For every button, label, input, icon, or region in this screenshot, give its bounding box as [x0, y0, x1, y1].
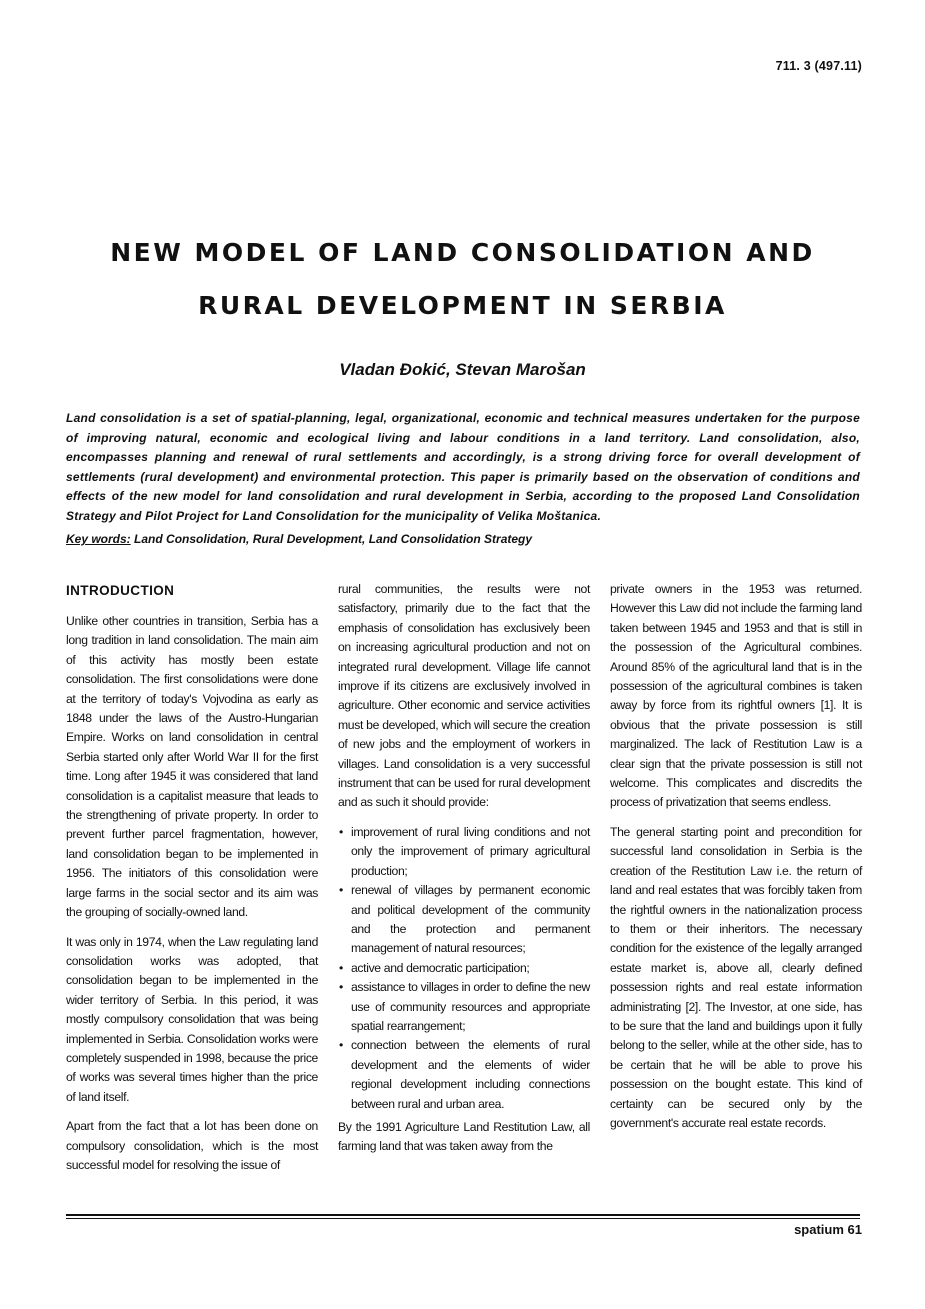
title-line-2: RURAL DEVELOPMENT IN SERBIA: [198, 291, 727, 320]
paragraph: Unlike other countries in transition, Serbia has a long tradition in land consolidation. The main aim of this activity has mostly been estate consolidation. The first consolidations were done at the territory of today's Vojvodina as early as 1848 under the laws of the Austro-Hungarian Empire. Works on land consolidation in central Serbia started only after World War II for the first time. Long after 1945 it was considered that land consolidation is a capitalist measure that leads to the strengthening of private property. In order to prevent further parcel fragmentation, however, land consolidation began to be implemented in 1956. The initiators of this consolidation were large farms in the social sector and its aim was the grouping of socially-owned land.: [66, 614, 318, 920]
footer-rule-thin: [66, 1218, 860, 1219]
list-item: • active and democratic participation;: [338, 959, 590, 978]
bullet-list: [338, 823, 590, 1114]
udc-code: 711. 3 (497.11): [775, 59, 862, 73]
paragraph: rural communities, the results were not satisfactory, primarily due to the fact that the emphasis of consolidation has exclusively been on increasing agricultural production and not on integrated rural development. Village life cannot improve if its citizens are exclusively involved in agriculture. Other economic and service activities must be developed, which will secure the creation of new jobs and the employment of workers in villages. Land consolidation is a very successful instrument that can be used for rural development and as such it should provide:: [338, 582, 590, 810]
section-heading-introduction: INTRODUCTION: [66, 583, 175, 598]
abstract: Land consolidation is a set of spatial-planning, legal, organizational, economic and technical measures undertaken for the purpose of improving natural, economic and ecological living and labour conditions in a land territory. Land consolidation, also, encompasses planning and renewal of rural settlements and accordingly, is a strong driving force for overall development of settlements (rural development) and environmental protection. This paper is primarily based on the observation of conditions and effects of the new model for land consolidation and rural development in Serbia, according to the proposed Land Consolidation Strategy and Pilot Project for Land Consolidation for the municipality of Velika Moštanica.: [66, 411, 860, 523]
list-item: • connection between the elements of rural development and the elements of wider regional development including connections between rural and urban area.: [338, 1036, 590, 1114]
column-1: [66, 580, 318, 1185]
paragraph: By the 1991 Agriculture Land Restitution Law, all farming land that was taken away from the: [338, 1119, 590, 1154]
keywords-label: Key words:: [66, 532, 131, 546]
paragraph: Apart from the fact that a lot has been done on compulsory consolidation, which is the most successful model for resolving the issue of: [66, 1119, 318, 1172]
column-3: [610, 580, 862, 1143]
footer-rule-thick: [66, 1214, 860, 1216]
paper-title: [0, 226, 925, 332]
list-item: • improvement of rural living conditions and not only the improvement of primary agricultural production;: [338, 823, 590, 881]
journal-page-number: spatium 61: [794, 1222, 862, 1237]
keywords: [66, 532, 860, 546]
list-item: • assistance to villages in order to define the new use of community resources and appropriate spatial rearrangement;: [338, 978, 590, 1036]
keywords-text: Land Consolidation, Rural Development, Land Consolidation Strategy: [134, 532, 533, 546]
authors: Vladan Đokić, Stevan Marošan: [339, 360, 586, 379]
paragraph: It was only in 1974, when the Law regulating land consolidation works was adopted, that consolidation began to be implemented in the wider territory of Serbia. In this period, it was mostly compulsory consolidation that was being implemented in Serbia. Consolidation works were completely suspended in 1998, because the price of works was several times higher than the price of land itself.: [66, 934, 318, 1104]
list-item: • renewal of villages by permanent economic and political development of the community and the protection and permanent management of natural resources;: [338, 881, 590, 959]
title-line-1: NEW MODEL OF LAND CONSOLIDATION AND: [110, 238, 815, 267]
paragraph: The general starting point and precondition for successful land consolidation in Serbia is the creation of the Restitution Law i.e. the return of land and real estates that was forcibly taken from the rightful owners in the nationalization process to them or their inheritors. The necessary condition for the existence of the legally arranged estate market is, above all, clearly defined possession rights and real estate information administrating [2]. The Investor, at one side, has to be sure that the land and buildings upon it fully belong to the seller, while at the other side, has to be certain that he will be able to prove his possession on the bought estate. This kind of certainty can be secured only by the government's accurate real estate records.: [610, 824, 862, 1130]
paragraph: private owners in the 1953 was returned. However this Law did not include the farming land taken between 1945 and 1953 and that is still in the possession of the Agricultural combines. Around 85% of the agricultural land that is in the possession of the agricultural combines is taken away by force from its rightful owners [1]. It is obvious that the private possession is still marginalized. The lack of Restitution Law is a clear sign that the private possession is still not welcome. This complicates and discredits the process of privatization that seems endless.: [610, 582, 862, 810]
column-2: [338, 580, 590, 1167]
